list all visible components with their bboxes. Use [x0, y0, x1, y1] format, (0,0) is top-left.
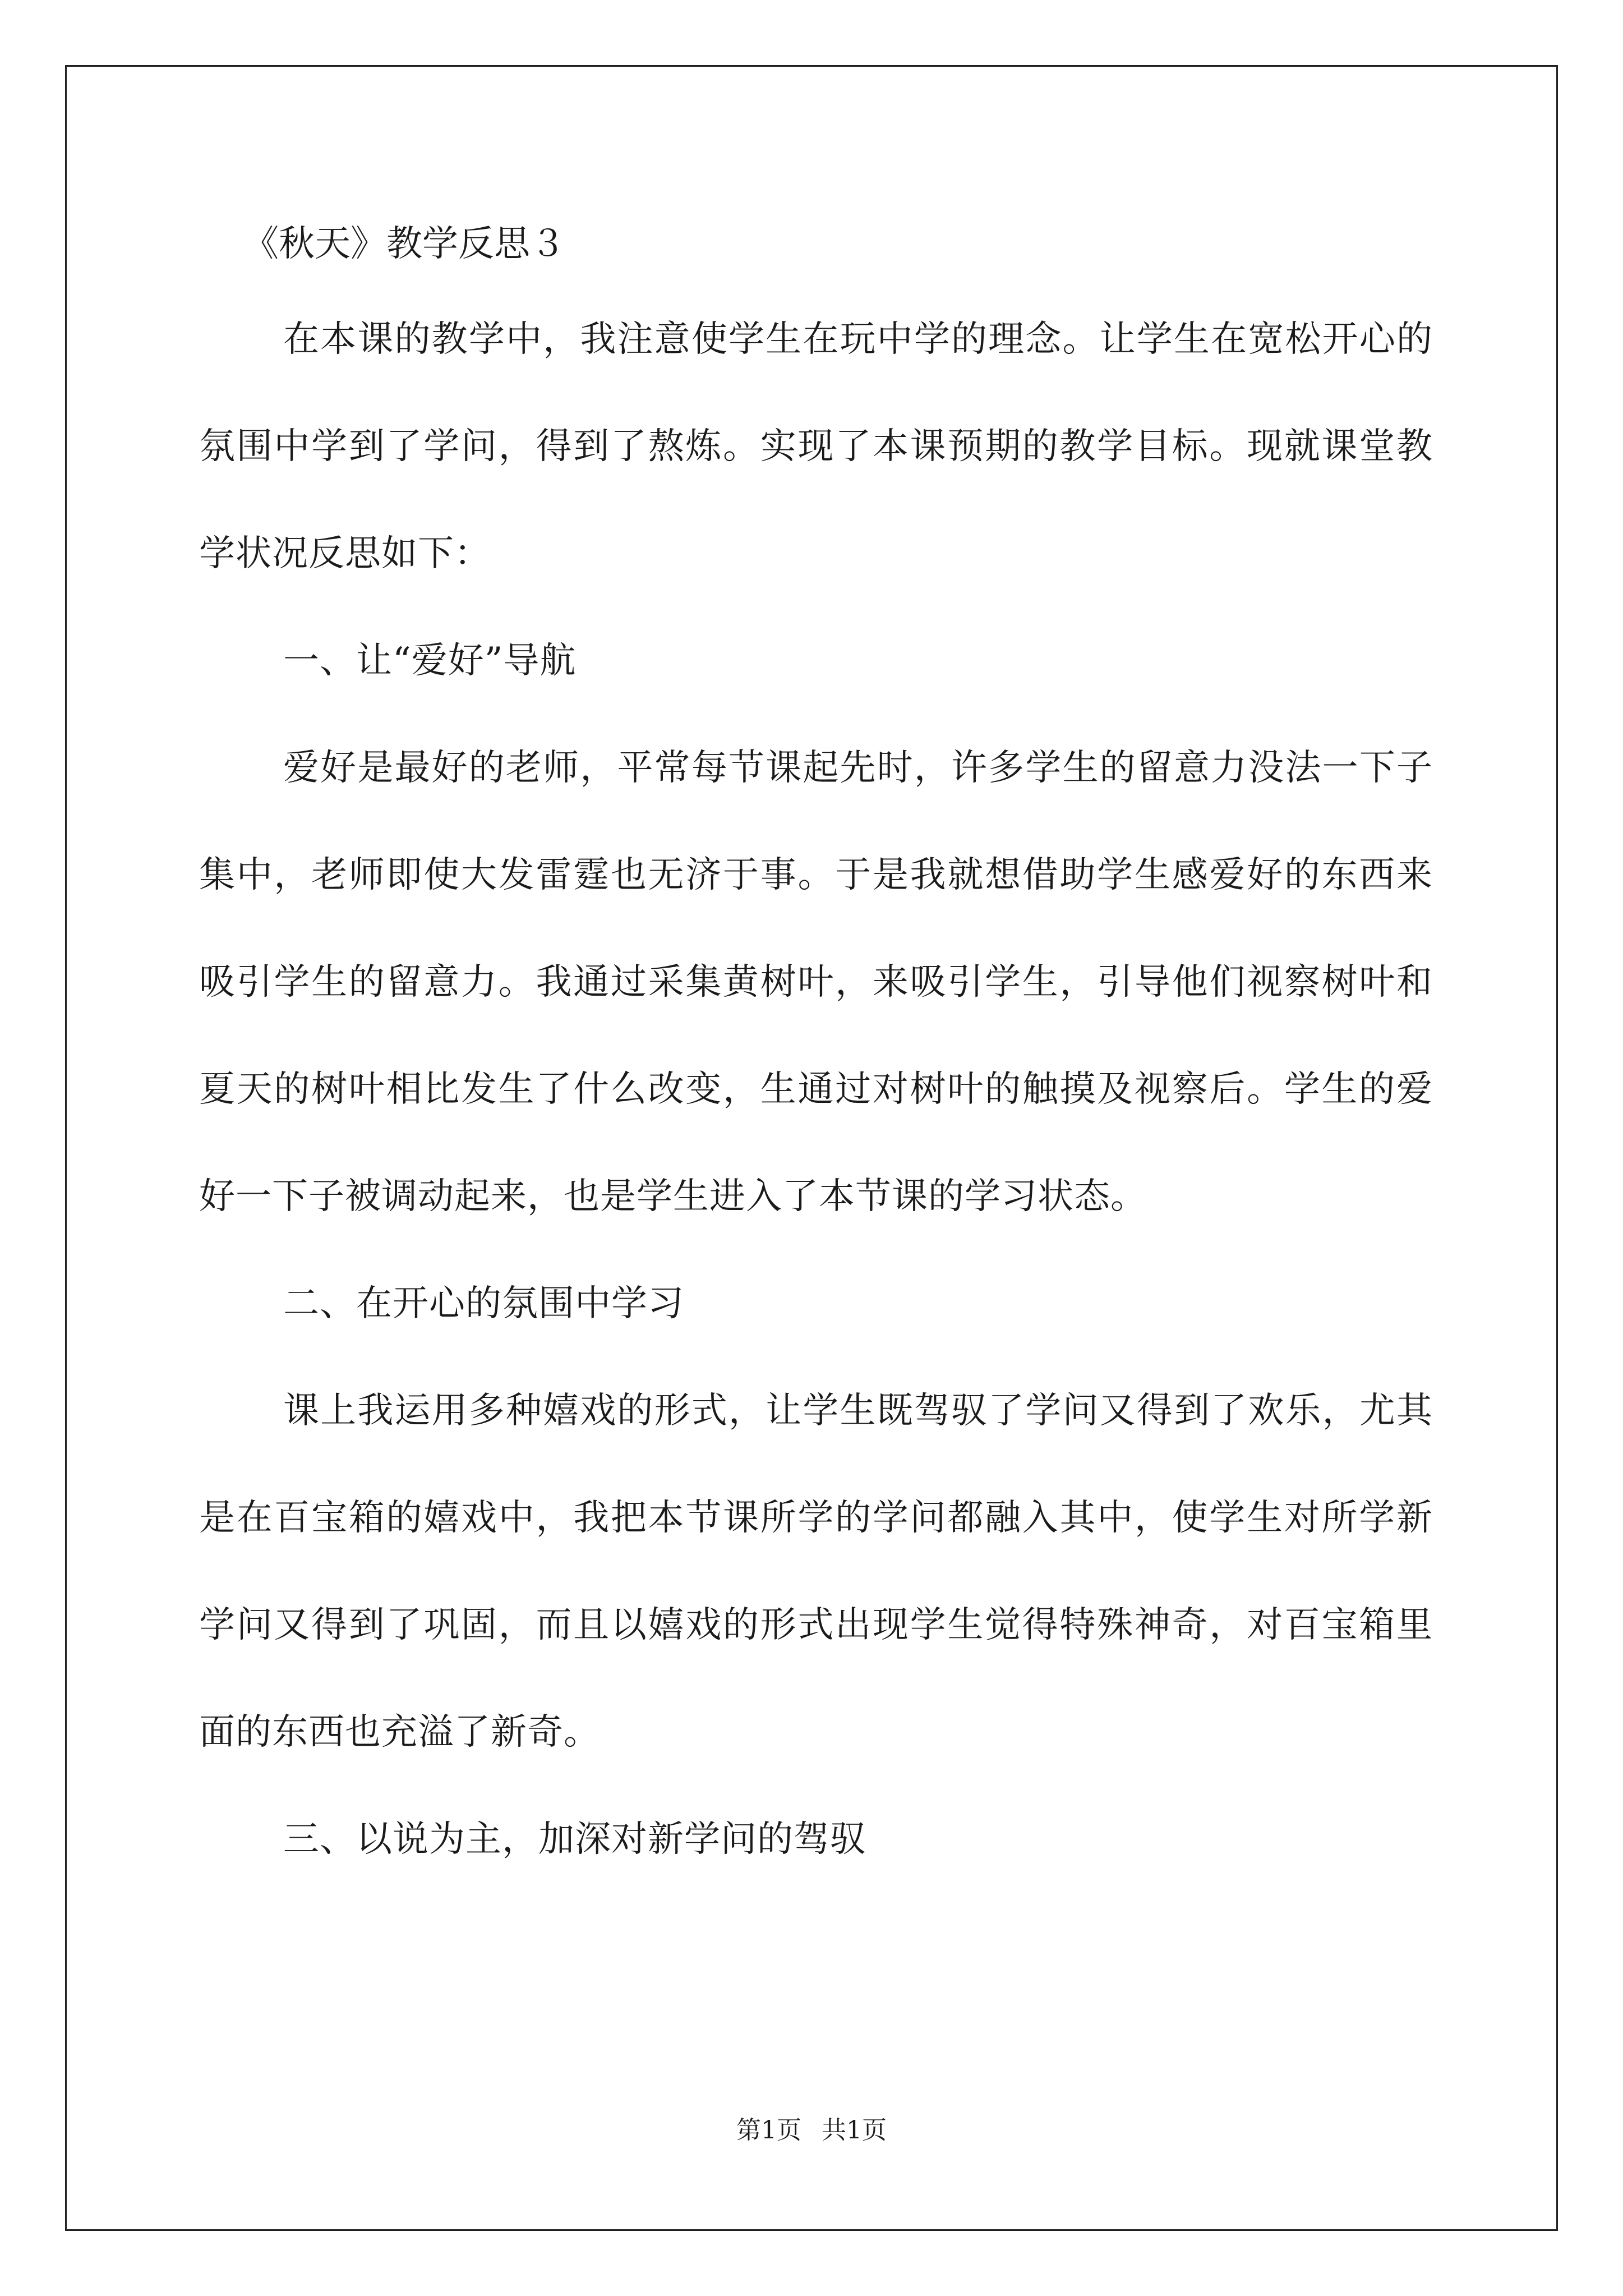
page-footer	[0, 2114, 1623, 2147]
page-total: 共1页	[822, 2116, 887, 2145]
paragraph-interest: 爱好是最好的老师，平常每节课起先时，许多学生的留意力没法一下子集中，老师即使大发雷霆也无济于事。于是我就想借助学生感爱好的东西来吸引学生的留意力。我通过采集黄树叶，来吸引学生，引导他们视察树叶和夏天的树叶相比发生了什么改变，生通过对树叶的触摸及视察后。学生的爱好一下子被调动起来，也是学生进入了本节课的学习状态。	[199, 747, 1433, 1217]
section-heading-2: 二、在开心的氛围中学习	[283, 1283, 684, 1324]
paragraph-intro: 在本课的教学中，我注意使学生在玩中学的理念。让学生在宽松开心的氛围中学到了学问，得到了熬炼。实现了本课预期的教学目标。现就课堂教学状况反思如下：	[199, 319, 1433, 574]
paragraph-games: 课上我运用多种嬉戏的形式，让学生既驾驭了学问又得到了欢乐，尤其是在百宝箱的嬉戏中，我把本节课所学的学问都融入其中，使学生对所学新学问又得到了巩固，而且以嬉戏的形式出现学生觉得特殊神奇，对百宝箱里面的东西也充溢了新奇。	[199, 1390, 1433, 1753]
page-number: 第1页	[736, 2116, 801, 2145]
document-title: 《秋天》教学反思３	[243, 223, 566, 265]
document-body	[199, 202, 1433, 1893]
section-heading-3: 三、以说为主，加深对新学问的驾驭	[283, 1819, 866, 1860]
section-heading-1: 一、让“爱好”导航	[283, 640, 577, 682]
